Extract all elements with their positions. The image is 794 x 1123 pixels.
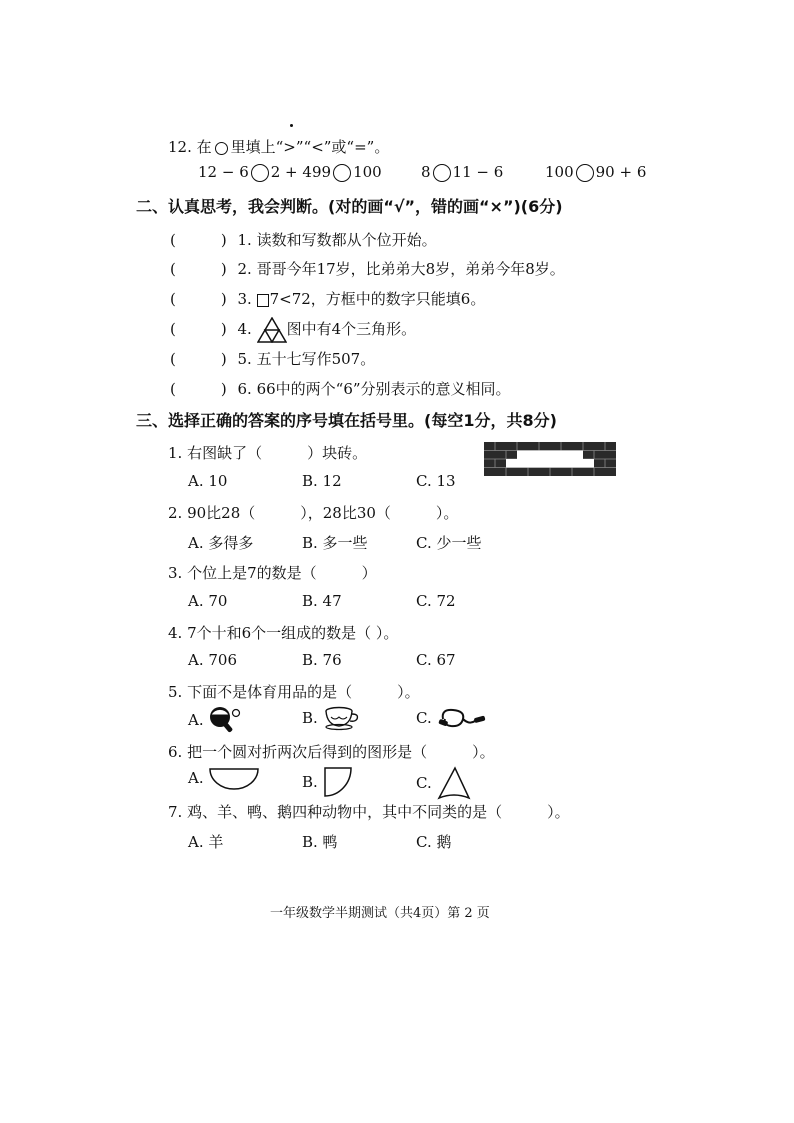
circle-icon [215, 142, 228, 155]
choice-stem: 4. 7个十和6个一组成的数是（ ）。 [168, 624, 399, 642]
option-letter: C. [416, 774, 432, 792]
choice-option[interactable] [302, 705, 363, 731]
choice-option[interactable]: A. 706 [188, 651, 237, 669]
choice-stem: 5. 下面不是体育用品的是（ ）。 [168, 683, 420, 701]
choice-option[interactable]: B. 12 [302, 472, 342, 490]
sector-icon [437, 766, 471, 800]
choice-option[interactable] [188, 766, 260, 790]
compare-circle[interactable] [576, 164, 594, 182]
answer-paren[interactable]: ( ) [170, 350, 227, 368]
q12-item-right: 11 − 6 [452, 163, 504, 181]
choice-option[interactable]: A. 10 [188, 472, 228, 490]
judge-item [170, 378, 511, 399]
q12-item-right: 90 + 6 [595, 163, 647, 181]
choice-stem: 6. 把一个圆对折两次后得到的图形是（ ）。 [168, 743, 495, 761]
q12-item-left: 100 [545, 163, 574, 181]
choice-option[interactable]: A. 羊 [188, 833, 224, 851]
compare-circle[interactable] [251, 164, 269, 182]
choice-option[interactable] [188, 705, 242, 735]
teacup-icon [323, 705, 363, 731]
choice-option[interactable]: B. 鸭 [302, 833, 338, 851]
judge-text: 6. 66中的两个“6”分别表示的意义相同。 [237, 380, 511, 398]
q12-title-a: 12. 在 [168, 138, 212, 156]
answer-paren[interactable]: ( ) [170, 231, 227, 249]
choice-stem: 7. 鸡、羊、鸭、鹅四种动物中，其中不同类的是（ ）。 [168, 803, 570, 821]
judge-item [170, 348, 375, 369]
answer-paren[interactable]: ( ) [170, 290, 227, 308]
page-footer: 一年级数学半期测试（共4页）第 2 页 [270, 906, 490, 921]
choice-option[interactable] [302, 766, 353, 798]
q12-item [198, 163, 312, 181]
judge-item [170, 317, 416, 343]
section3-heading: 三、选择正确的答案的序号填在括号里。(每空1分，共8分) [136, 411, 557, 430]
choice-option[interactable]: B. 多一些 [302, 534, 368, 552]
judge-text: 7<72，方框中的数字只能填6。 [269, 290, 486, 308]
q12-items [198, 163, 312, 182]
judge-text: 1. 读数和写数都从个位开始。 [237, 231, 437, 249]
compare-circle[interactable] [333, 164, 351, 182]
compare-circle[interactable] [433, 164, 451, 182]
judge-text: 图中有4个三角形。 [286, 320, 417, 338]
ping-pong-paddle-icon [208, 705, 242, 735]
choice-option[interactable]: B. 76 [302, 651, 342, 669]
q12-item-right: 100 [353, 163, 382, 181]
answer-paren[interactable]: ( ) [170, 380, 227, 398]
blank-box-icon [257, 294, 269, 307]
triangle-figure-icon [257, 317, 287, 343]
option-letter: B. [302, 709, 318, 727]
choice-option[interactable]: C. 13 [416, 472, 456, 490]
judge-text: 2. 哥哥今年17岁，比弟弟大8岁，弟弟今年8岁。 [237, 260, 565, 278]
judge-num: 3. [237, 290, 252, 308]
answer-paren[interactable]: ( ) [170, 260, 227, 278]
jump-rope-icon [437, 705, 487, 731]
choice-option[interactable]: C. 少一些 [416, 534, 482, 552]
judge-text: 5. 五十七写作507。 [237, 350, 376, 368]
choice-option[interactable]: C. 72 [416, 592, 456, 610]
option-letter: A. [188, 711, 204, 729]
answer-paren[interactable]: ( ) [170, 320, 227, 338]
choice-stem: 2. 90比28（ ），28比30（ ）。 [168, 504, 459, 522]
option-letter: B. [302, 773, 318, 791]
choice-stem: 3. 个位上是7的数是（ ） [168, 564, 377, 582]
judge-item [170, 258, 565, 279]
judge-num: 4. [237, 320, 252, 338]
q12-title-b: 里填上“>”“<”或“=”。 [230, 138, 390, 156]
choice-option[interactable]: C. 67 [416, 651, 456, 669]
choice-stem: 1. 右图缺了（ ）块砖。 [168, 444, 368, 462]
choice-option[interactable] [416, 705, 487, 731]
option-letter: A. [188, 769, 204, 787]
q12-item-left: 12 − 6 [198, 163, 249, 181]
brick-wall-figure [484, 442, 616, 476]
half-circle-icon [208, 766, 260, 790]
choice-option[interactable]: B. 47 [302, 592, 342, 610]
section2-heading: 二、认真思考，我会判断。(对的画“√”，错的画“×”)(6分) [136, 197, 563, 216]
option-letter: C. [416, 709, 432, 727]
choice-option[interactable]: A. 70 [188, 592, 228, 610]
choice-option[interactable]: C. 鹅 [416, 833, 452, 851]
q12-item-right: 2 + 4 [270, 163, 312, 181]
choice-option[interactable] [416, 766, 471, 800]
q12-item [312, 163, 382, 182]
scan-dot [290, 124, 293, 127]
judge-item [170, 288, 485, 309]
quarter-circle-icon [323, 766, 353, 798]
q12-item [545, 163, 646, 182]
q12-item-left: 99 [312, 163, 332, 181]
judge-item [170, 229, 437, 250]
q12-item [421, 163, 503, 182]
choice-option[interactable]: A. 多得多 [188, 534, 254, 552]
q12-title [168, 136, 389, 157]
q12-item-left: 8 [421, 163, 431, 181]
